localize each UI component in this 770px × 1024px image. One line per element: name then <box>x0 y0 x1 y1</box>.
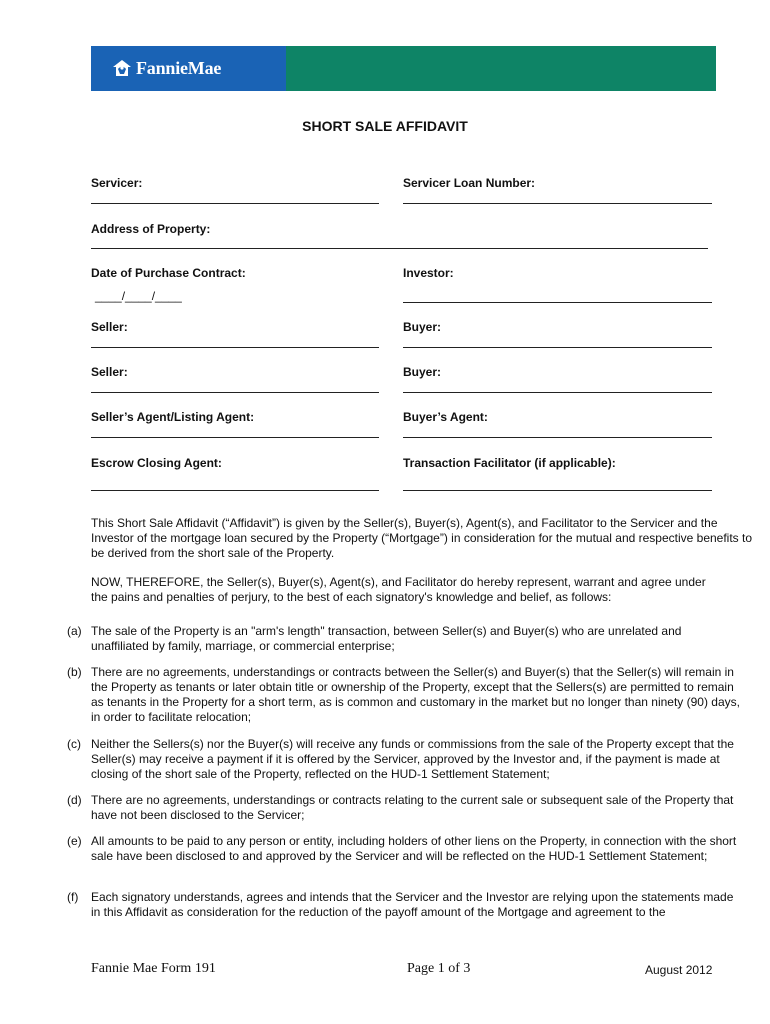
brand-name: FannieMae <box>136 57 222 78</box>
buyer-2-field[interactable] <box>403 392 712 393</box>
servicer-loan-number-label: Servicer Loan Number: <box>403 176 536 190</box>
buyer-2-label: Buyer: <box>403 365 442 379</box>
address-field[interactable] <box>91 248 708 249</box>
list-item-text: Each signatory understands, agrees and intends that the Servicer and the Investor are relying upon the statements made in this Affidavit as consideration for the reduction of the payoff amount of the Mortgage and agreement to the <box>91 890 734 919</box>
buyers-agent-field[interactable] <box>403 437 712 438</box>
date-of-purchase-label: Date of Purchase Contract: <box>91 266 246 280</box>
investor-label: Investor: <box>403 266 454 280</box>
therefore-paragraph: NOW, THEREFORE, the Seller(s), Buyer(s), Agent(s), and Facilitator do hereby represent, warrant and agree under the pains and penalties of perjury, to the best of each signatory's knowledge and belief, as follows: <box>91 575 706 604</box>
address-label: Address of Property: <box>91 222 211 236</box>
list-item-text: All amounts to be paid to any person or entity, including holders of other liens on the Property, in connection with the short sale have been disclosed to and approved by the Servicer and will be reflected on the HUD-1 Settlement Statement; <box>91 834 737 863</box>
buyer-1-field[interactable] <box>403 347 712 348</box>
servicer-loan-number-field[interactable] <box>403 203 712 204</box>
list-item-marker: (a) <box>67 624 82 638</box>
list-item-marker: (f) <box>67 890 79 904</box>
escrow-agent-label: Escrow Closing Agent: <box>91 456 222 470</box>
list-item-text: There are no agreements, understandings or contracts relating to the current sale or subsequent sale of the Property that have not been disclosed to the Servicer; <box>91 793 734 822</box>
page-title: SHORT SALE AFFIDAVIT <box>302 118 468 134</box>
investor-field[interactable] <box>403 302 712 303</box>
list-item-marker: (b) <box>67 665 82 679</box>
list-item-text: There are no agreements, understandings or contracts between the Seller(s) and Buyer(s) that the Seller(s) will remain in the Property as tenants or later obtain title or ownership of the Property, except that the Sellers(s) are permitted to remain as tenants in the Property for a short term, as is common and customary in the market but no longer than ninety (90) days, in order to facilitate relocation; <box>91 665 740 724</box>
fannie-mae-logo <box>111 57 221 79</box>
seller-1-field[interactable] <box>91 347 379 348</box>
buyer-1-label: Buyer: <box>403 320 442 334</box>
sellers-agent-label: Seller’s Agent/Listing Agent: <box>91 410 255 424</box>
seller-2-field[interactable] <box>91 392 379 393</box>
fannie-mae-house-icon <box>111 57 133 79</box>
header-brand-panel <box>91 46 286 91</box>
list-item-text: Neither the Sellers(s) nor the Buyer(s) will receive any funds or commissions from the sale of the Property except that the Seller(s) may receive a payment if it is offered by the Servicer, approved by the Investor and, if the payment is made at closing of the short sale of the Property, reflected on the HUD-1 Settlement Statement; <box>91 737 734 781</box>
list-item-marker: (d) <box>67 793 82 807</box>
seller-2-label: Seller: <box>91 365 128 379</box>
header-banner <box>91 46 716 91</box>
footer-form-number: Fannie Mae Form 191 <box>91 961 216 976</box>
date-of-purchase-field[interactable]: ____/____/____ <box>95 289 182 303</box>
servicer-label: Servicer: <box>91 176 143 190</box>
list-item-text: The sale of the Property is an "arm's length" transaction, between Seller(s) and Buyer(s) who are unrelated and unaffiliated by family, marriage, or commercial enterprise; <box>91 624 682 653</box>
transaction-facilitator-field[interactable] <box>403 490 712 491</box>
servicer-field[interactable] <box>91 203 379 204</box>
list-item-marker: (c) <box>67 737 81 751</box>
escrow-agent-field[interactable] <box>91 490 379 491</box>
footer-page-number: Page 1 of 3 <box>407 961 471 976</box>
footer-date: August 2012 <box>645 963 713 977</box>
intro-paragraph: This Short Sale Affidavit (“Affidavit”) is given by the Seller(s), Buyer(s), Agent(s), and Facilitator to the Servicer and the Investor of the mortgage loan secured by the Property (“Mortgage”) in consideration for the mutual and respective benefits to be derived from the short sale of the Property. <box>91 516 753 560</box>
sellers-agent-field[interactable] <box>91 437 379 438</box>
transaction-facilitator-label: Transaction Facilitator (if applicable): <box>403 456 616 470</box>
buyers-agent-label: Buyer’s Agent: <box>403 410 488 424</box>
list-item-marker: (e) <box>67 834 82 848</box>
seller-1-label: Seller: <box>91 320 128 334</box>
